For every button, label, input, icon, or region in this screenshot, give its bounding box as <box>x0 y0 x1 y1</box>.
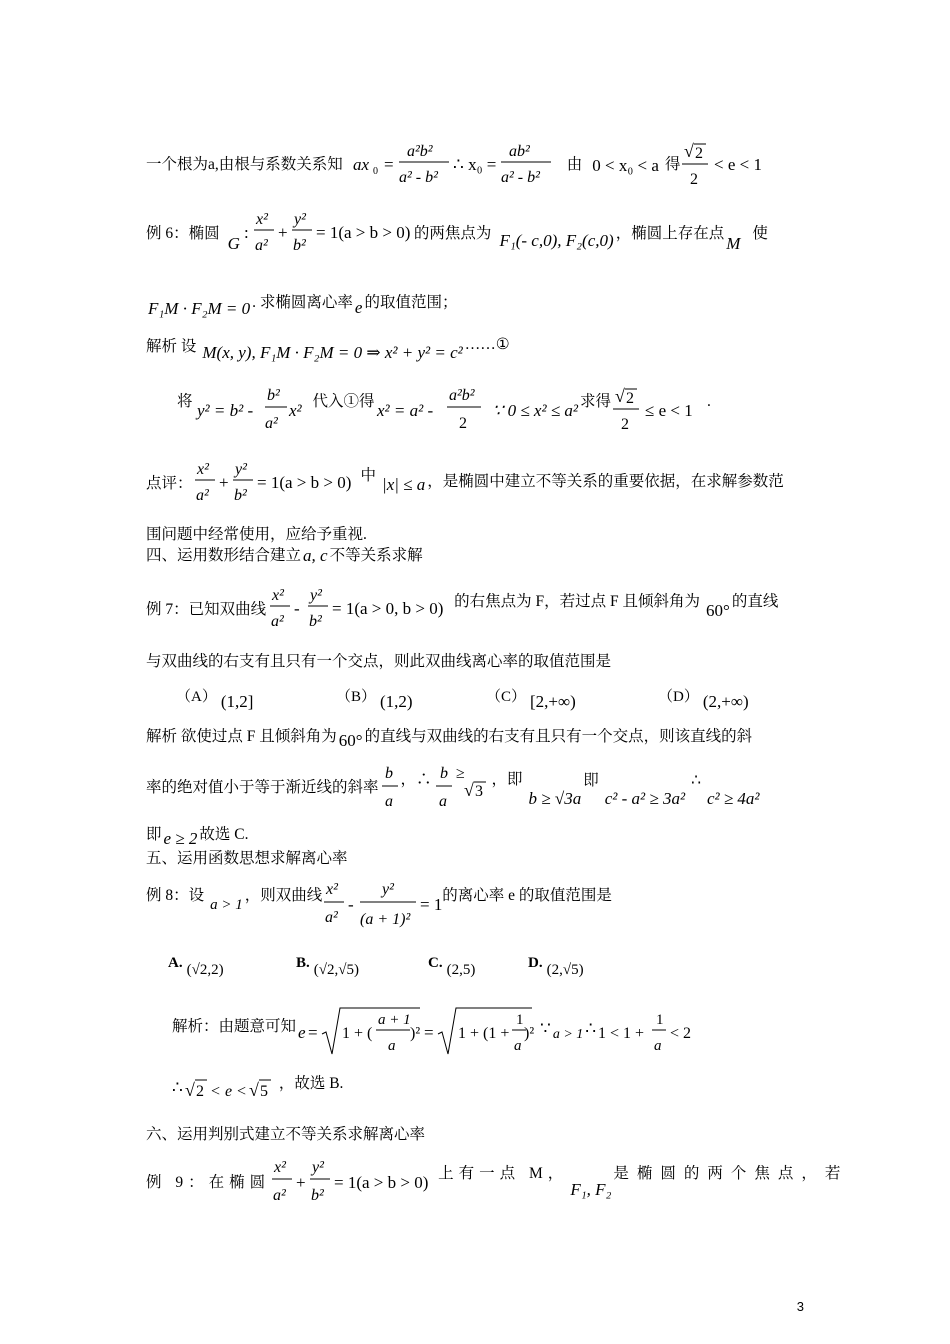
svg-text:ax: ax <box>352 155 369 174</box>
svg-text:b²: b² <box>233 487 247 504</box>
svg-text:ab²: ab² <box>508 143 530 160</box>
text: 的离心率 e 的取值范围是 <box>442 887 612 905</box>
option-d[interactable] <box>658 678 749 712</box>
math-hyperbola <box>266 584 454 636</box>
text: 例 7：已知双曲线 <box>146 601 267 619</box>
math-inequality <box>596 1004 692 1062</box>
text: . 求椭圆离心率 <box>252 293 353 311</box>
section-4-heading <box>146 547 423 564</box>
svg-text:x²: x² <box>255 211 268 228</box>
svg-text:a + 1: a + 1 <box>378 1012 411 1028</box>
svg-text:-: - <box>294 599 300 618</box>
svg-text:2: 2 <box>621 416 630 433</box>
svg-text:a²: a² <box>271 613 284 630</box>
svg-text:√: √ <box>184 1080 195 1100</box>
svg-text:= 1(a > b > 0): = 1(a > b > 0) <box>315 223 411 242</box>
example-7-line2 <box>146 654 611 670</box>
solution-7-line1 <box>146 724 752 749</box>
math-x-squared <box>375 384 485 436</box>
text: 解析 欲使过点 F 且倾斜角为 <box>146 727 337 745</box>
svg-text:+: + <box>296 1173 306 1192</box>
svg-text:2: 2 <box>695 145 704 162</box>
text: 例 6：椭圆 <box>146 225 220 243</box>
text: 五、运用函数思想求解离心率 <box>146 850 348 867</box>
math-c: c² - a² ≥ 3a² <box>604 788 686 808</box>
svg-text:e: e <box>298 1023 306 1042</box>
svg-text:a: a <box>438 793 447 810</box>
math-foci: F₁, F₂ <box>570 1179 612 1199</box>
svg-text:y² = b² -: y² = b² - <box>196 401 253 420</box>
option-c[interactable] <box>486 678 576 712</box>
option-c[interactable] <box>428 948 475 979</box>
option-value: (√2,√5) <box>313 962 359 978</box>
svg-text:e: e <box>224 1083 232 1100</box>
formula-ax0 <box>351 140 563 190</box>
svg-text:2: 2 <box>690 171 699 188</box>
svg-text:b: b <box>384 765 393 782</box>
svg-text:x²: x² <box>274 1159 287 1176</box>
svg-text:x²: x² <box>196 461 209 478</box>
svg-text:-: - <box>348 895 354 914</box>
svg-text:a² - b²: a² - b² <box>500 169 540 186</box>
solution-6-line2 <box>177 384 711 436</box>
svg-text:)²: )² <box>410 1025 421 1042</box>
math-inequality <box>432 764 492 812</box>
math-condition: a > 1 <box>552 1027 584 1042</box>
text: 例 8：设 <box>146 887 205 905</box>
math-e: e ≥ 2 <box>163 829 198 848</box>
option-label: B. <box>296 955 310 971</box>
text: 一个根为a,由根与系数关系知 <box>146 156 343 174</box>
text: 求得 <box>580 393 612 411</box>
option-value: (2,5) <box>446 962 476 978</box>
text: 点评： <box>146 475 193 493</box>
text: 中 <box>360 467 377 485</box>
text: ，是椭圆中建立不等关系的重要依据，在求解参数范 <box>427 473 784 491</box>
solution-8-line2 <box>172 1070 343 1104</box>
svg-text:5: 5 <box>259 1083 268 1100</box>
text: 上有一点 M， <box>438 1165 569 1183</box>
text: 即 <box>146 825 162 843</box>
formula-b-over-a-sqrt3 <box>432 764 492 812</box>
solution-8-line1 <box>172 1004 692 1062</box>
text: 解析 设 <box>146 337 197 355</box>
formula-b-over-a <box>379 764 401 812</box>
formula-ellipse <box>242 208 414 260</box>
svg-text:=: = <box>308 1023 318 1042</box>
svg-text:y²: y² <box>382 881 395 898</box>
option-a[interactable] <box>168 948 224 979</box>
svg-text:+: + <box>277 223 288 242</box>
math-angle: 60° <box>338 731 363 750</box>
formula-result-e <box>183 1070 279 1104</box>
text: ∴ <box>691 772 701 790</box>
math-result <box>183 1070 279 1104</box>
svg-text:2: 2 <box>458 415 467 432</box>
formula-eccentricity <box>296 1004 534 1062</box>
option-a[interactable] <box>176 678 253 712</box>
math-ellipse <box>270 1156 438 1210</box>
svg-text:1 < 1 +: 1 < 1 + <box>598 1025 645 1042</box>
example-6-line1 <box>146 208 768 260</box>
math-substitution <box>193 384 313 436</box>
svg-text:=: = <box>424 1023 434 1042</box>
svg-text:a: a <box>654 1038 662 1054</box>
svg-text:2: 2 <box>626 390 635 407</box>
math-e: e <box>354 298 363 317</box>
text: 是椭圆的两个焦点，若 <box>613 1165 849 1183</box>
svg-text:=: = <box>383 155 394 174</box>
svg-text:x²: x² <box>272 587 285 604</box>
text: 使 <box>752 225 768 243</box>
note-line1 <box>146 458 784 510</box>
math-eccentricity <box>296 1004 534 1062</box>
math-c2: c² ≥ 4a² <box>706 788 760 808</box>
math-hyperbola <box>322 878 442 932</box>
formula-substitution <box>193 384 313 436</box>
math-abs: |x| ≤ a <box>382 474 426 494</box>
svg-text:a: a <box>388 1038 396 1054</box>
option-value: (2,√5) <box>546 962 584 978</box>
text: ∵ <box>540 1018 551 1038</box>
svg-text:= 1: = 1 <box>420 895 443 914</box>
example-9-line1 <box>146 1156 849 1210</box>
formula-hyperbola <box>266 584 454 636</box>
solution-7-line3 <box>146 822 249 847</box>
math-slope <box>379 764 401 812</box>
page-number: 3 <box>796 1299 804 1314</box>
option-b[interactable] <box>296 948 359 979</box>
svg-text:√: √ <box>615 386 625 406</box>
svg-text:≤ e < 1: ≤ e < 1 <box>645 401 693 420</box>
svg-text:a²b²: a²b² <box>448 387 475 404</box>
option-value: (√2,2) <box>186 962 224 978</box>
text-tag: ……① <box>464 335 510 353</box>
text: ，即 <box>491 771 523 789</box>
option-label: （D） <box>658 688 699 705</box>
svg-text:x²: x² <box>326 881 339 898</box>
svg-text:x²: x² <box>288 401 302 420</box>
formula-hyperbola <box>322 878 442 932</box>
svg-text:x² = a² -: x² = a² - <box>376 401 433 420</box>
svg-text:= 1(a > b > 0): = 1(a > b > 0) <box>334 1173 429 1192</box>
math-G: G <box>227 233 240 253</box>
option-label: A. <box>168 955 183 971</box>
svg-text:b²: b² <box>309 613 322 630</box>
option-d[interactable] <box>528 948 584 979</box>
svg-text:b: b <box>439 765 448 782</box>
section-5-heading <box>146 851 348 867</box>
option-value: (2,+∞) <box>702 692 749 711</box>
formula-result-e <box>680 140 762 190</box>
text: ，则双曲线 <box>244 887 323 905</box>
math-angle: 60° <box>706 600 730 620</box>
svg-text:1: 1 <box>516 1012 524 1028</box>
text: ，椭圆上存在点 <box>615 225 725 243</box>
svg-text:(a + 1)²: (a + 1)² <box>360 911 411 928</box>
svg-text:< 2: < 2 <box>670 1025 692 1042</box>
option-label: D. <box>528 955 543 971</box>
svg-text:+: + <box>218 473 229 492</box>
svg-text:√: √ <box>463 780 474 800</box>
example-8-line1 <box>146 878 612 932</box>
svg-text:<: < <box>210 1083 220 1100</box>
formula-ellipse <box>193 458 361 510</box>
text-de: 得 <box>664 156 681 174</box>
text: 的右焦点为 F，若过点 F 且倾斜角为 <box>454 593 701 611</box>
svg-text:= 1(a > 0, b > 0): = 1(a > 0, b > 0) <box>332 599 444 618</box>
math-result <box>680 140 762 190</box>
math-foci: F₁(- c,0), F₂(c,0) <box>499 230 614 250</box>
option-value: (1,2) <box>380 692 413 711</box>
text: 例 9：在椭圆 <box>146 1174 271 1192</box>
math-ellipse <box>242 208 414 260</box>
formula-ellipse <box>270 1156 438 1210</box>
svg-text:≥: ≥ <box>455 765 465 782</box>
svg-text:y²: y² <box>234 461 247 478</box>
formula-result-e <box>611 384 695 436</box>
text: 故选 C. <box>199 825 249 843</box>
text: 的直线 <box>731 593 779 611</box>
text: ∴ <box>172 1077 183 1097</box>
text: ，故选 B. <box>278 1075 344 1093</box>
svg-text:a²: a² <box>254 237 268 254</box>
svg-text:b²: b² <box>266 387 280 404</box>
math-inequality: ∵ 0 ≤ x² ≤ a² <box>492 400 578 420</box>
svg-text:a²b²: a²b² <box>406 143 433 160</box>
example-6-line2 <box>146 288 457 317</box>
section-6-heading <box>146 1127 425 1143</box>
svg-text:= 1(a > b > 0): = 1(a > b > 0) <box>256 473 351 492</box>
svg-text:√: √ <box>684 141 695 161</box>
svg-text:1 + (: 1 + ( <box>342 1025 373 1042</box>
svg-text:a²: a² <box>195 487 209 504</box>
svg-text:a²: a² <box>264 415 278 432</box>
svg-text:a²: a² <box>325 909 339 926</box>
svg-text:)²: )² <box>524 1025 535 1042</box>
option-value: (1,2] <box>220 692 254 711</box>
svg-text:1: 1 <box>656 1012 664 1028</box>
math-b: b ≥ √3a <box>528 788 582 808</box>
text: 率的绝对值小于等于渐近线的斜率 <box>146 779 379 797</box>
solution-7-line2 <box>146 764 762 812</box>
math-ac: a, c <box>303 546 328 565</box>
formula-bound <box>596 1004 692 1062</box>
svg-text:y²: y² <box>312 1159 325 1176</box>
svg-text:1 + (1 +: 1 + (1 + <box>458 1025 510 1042</box>
formula-x-squared <box>375 384 485 436</box>
svg-text:√: √ <box>248 1080 259 1100</box>
svg-text:a² - b²: a² - b² <box>398 169 438 186</box>
text: 围问题中经常使用，应给予重视. <box>146 526 367 543</box>
math-M: M <box>726 233 741 253</box>
svg-text:2: 2 <box>195 1083 204 1100</box>
math-result <box>611 384 695 436</box>
svg-text:< e < 1: < e < 1 <box>714 155 763 174</box>
text: 与双曲线的右支有且只有一个交点，则此双曲线离心率的取值范围是 <box>146 653 612 670</box>
math-condition: 0 < x₀ < a <box>592 155 659 175</box>
text: ，∴ <box>400 771 432 789</box>
option-label: （C） <box>486 688 527 705</box>
option-b[interactable] <box>336 678 413 712</box>
option-value: [2,+∞) <box>530 692 576 711</box>
text: 的直线与双曲线的右支有且只有一个交点，则该直线的斜 <box>364 727 753 745</box>
text-you: 由 <box>566 156 583 174</box>
math-ellipse <box>193 458 361 510</box>
text: ∴ <box>585 1018 597 1038</box>
text: 解析：由题意可知 <box>172 1018 297 1036</box>
svg-text:b²: b² <box>311 1187 324 1204</box>
svg-text:a²: a² <box>273 1187 286 1204</box>
line-root-relation <box>146 140 762 190</box>
example-7-line1 <box>146 584 778 636</box>
math-dot-product: F₁M · F₂M = 0 <box>148 299 251 318</box>
svg-text:b²: b² <box>292 237 306 254</box>
svg-text:a: a <box>384 793 393 810</box>
note-line2 <box>146 527 367 543</box>
option-label: C. <box>428 955 443 971</box>
option-label: （B） <box>336 688 377 705</box>
text: 的取值范围； <box>364 293 458 311</box>
svg-text:<: < <box>236 1083 246 1100</box>
text: 即 <box>583 772 599 790</box>
text: 六、运用判别式建立不等关系求解离心率 <box>146 1126 426 1143</box>
svg-text:∴ x₀ =: ∴ x₀ = <box>452 155 497 174</box>
text: 四、运用数形结合建立 <box>146 546 302 564</box>
option-label: （A） <box>176 688 217 705</box>
text: 将 <box>177 393 193 411</box>
svg-text:3: 3 <box>474 783 483 800</box>
svg-text:y²: y² <box>293 211 306 228</box>
math-condition: a > 1 <box>210 896 243 913</box>
text: 不等关系求解 <box>329 546 423 564</box>
text: 的两焦点为 <box>413 225 492 243</box>
solution-6-line1 <box>146 332 510 361</box>
svg-text:y²: y² <box>310 587 323 604</box>
math-setup: M(x, y), F₁M · F₂M = 0 ⇒ x² + y² = c² <box>202 343 463 362</box>
text: 代入①得 <box>312 393 375 411</box>
text: . <box>707 393 711 411</box>
svg-text:a: a <box>514 1038 522 1054</box>
svg-text::: : <box>243 223 249 242</box>
svg-text:0: 0 <box>372 166 378 177</box>
math-formula <box>351 140 563 190</box>
